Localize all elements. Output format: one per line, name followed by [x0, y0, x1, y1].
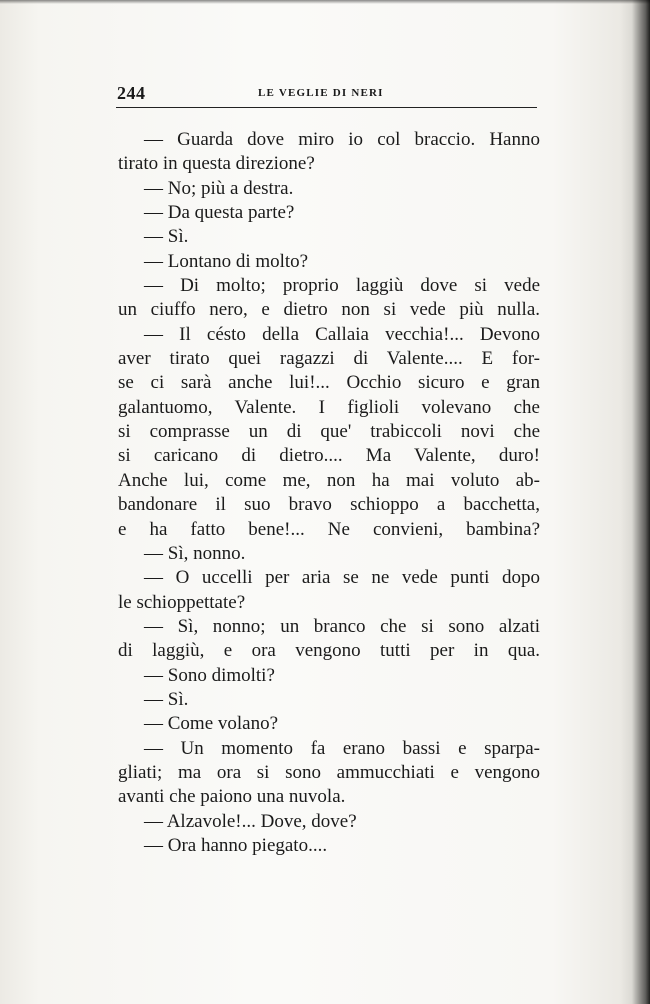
text-line: bandonare il suo bravo schioppo a bacchetta, — [118, 494, 540, 516]
header-rule — [116, 107, 537, 108]
text-line: — Un momento fa erano bassi e sparpa- — [144, 737, 540, 759]
text-line: si comprasse un di que' trabiccoli novi che — [118, 421, 540, 443]
text-line: tirato in questa direzione? — [118, 153, 315, 175]
text-line: — Da questa parte? — [144, 202, 295, 224]
text-line: — Alzavole!... Dove, dove? — [144, 810, 357, 832]
text-line: gliati; ma ora si sono ammucchiati e vengono — [118, 761, 540, 783]
text-line: — Sono dimolti? — [144, 664, 275, 686]
text-line: aver tirato quei ragazzi di Valente.... E for- — [118, 348, 540, 370]
running-title: LE VEGLIE DI NERI — [258, 87, 384, 99]
text-line: — Come volano? — [144, 713, 279, 735]
text-line: — Sì. — [144, 226, 189, 248]
text-line: — Lontano di molto? — [144, 250, 309, 272]
text-line: avanti che paiono una nuvola. — [118, 786, 346, 808]
text-line: di laggiù, e ora vengono tutti per in qua. — [118, 640, 540, 662]
text-line: Anche lui, come me, non ha mai voluto ab- — [118, 469, 540, 491]
text-line: e ha fatto bene!... Ne convieni, bambina? — [118, 518, 540, 540]
text-line: — No; più a destra. — [144, 177, 294, 199]
page-header — [117, 83, 535, 109]
text-line: — Sì. — [144, 688, 189, 710]
page-spine-shadow — [620, 0, 650, 1004]
text-line: — Ora hanno piegato.... — [144, 834, 328, 856]
body-text — [118, 128, 540, 858]
text-line: se ci sarà anche lui!... Occhio sicuro e gran — [118, 372, 540, 394]
page-top-edge — [0, 0, 650, 4]
text-line: le schioppettate? — [118, 591, 246, 613]
text-line: galantuomo, Valente. I figlioli volevano che — [118, 396, 540, 418]
page-number: 244 — [117, 83, 146, 103]
text-line: — Guarda dove miro io col braccio. Hanno — [144, 129, 540, 150]
text-line: un ciuffo nero, e dietro non si vede più nulla. — [118, 299, 540, 321]
text-line: — Il césto della Callaia vecchia!... Devono — [144, 323, 540, 345]
text-line: si caricano di dietro.... Ma Valente, duro! — [118, 445, 540, 467]
text-line: — Di molto; proprio laggiù dove si vede — [144, 275, 540, 297]
text-line: — Sì, nonno; un branco che si sono alzati — [144, 615, 540, 637]
text-line: — O uccelli per aria se ne vede punti dopo — [144, 567, 540, 589]
text-line: — Sì, nonno. — [144, 542, 246, 564]
